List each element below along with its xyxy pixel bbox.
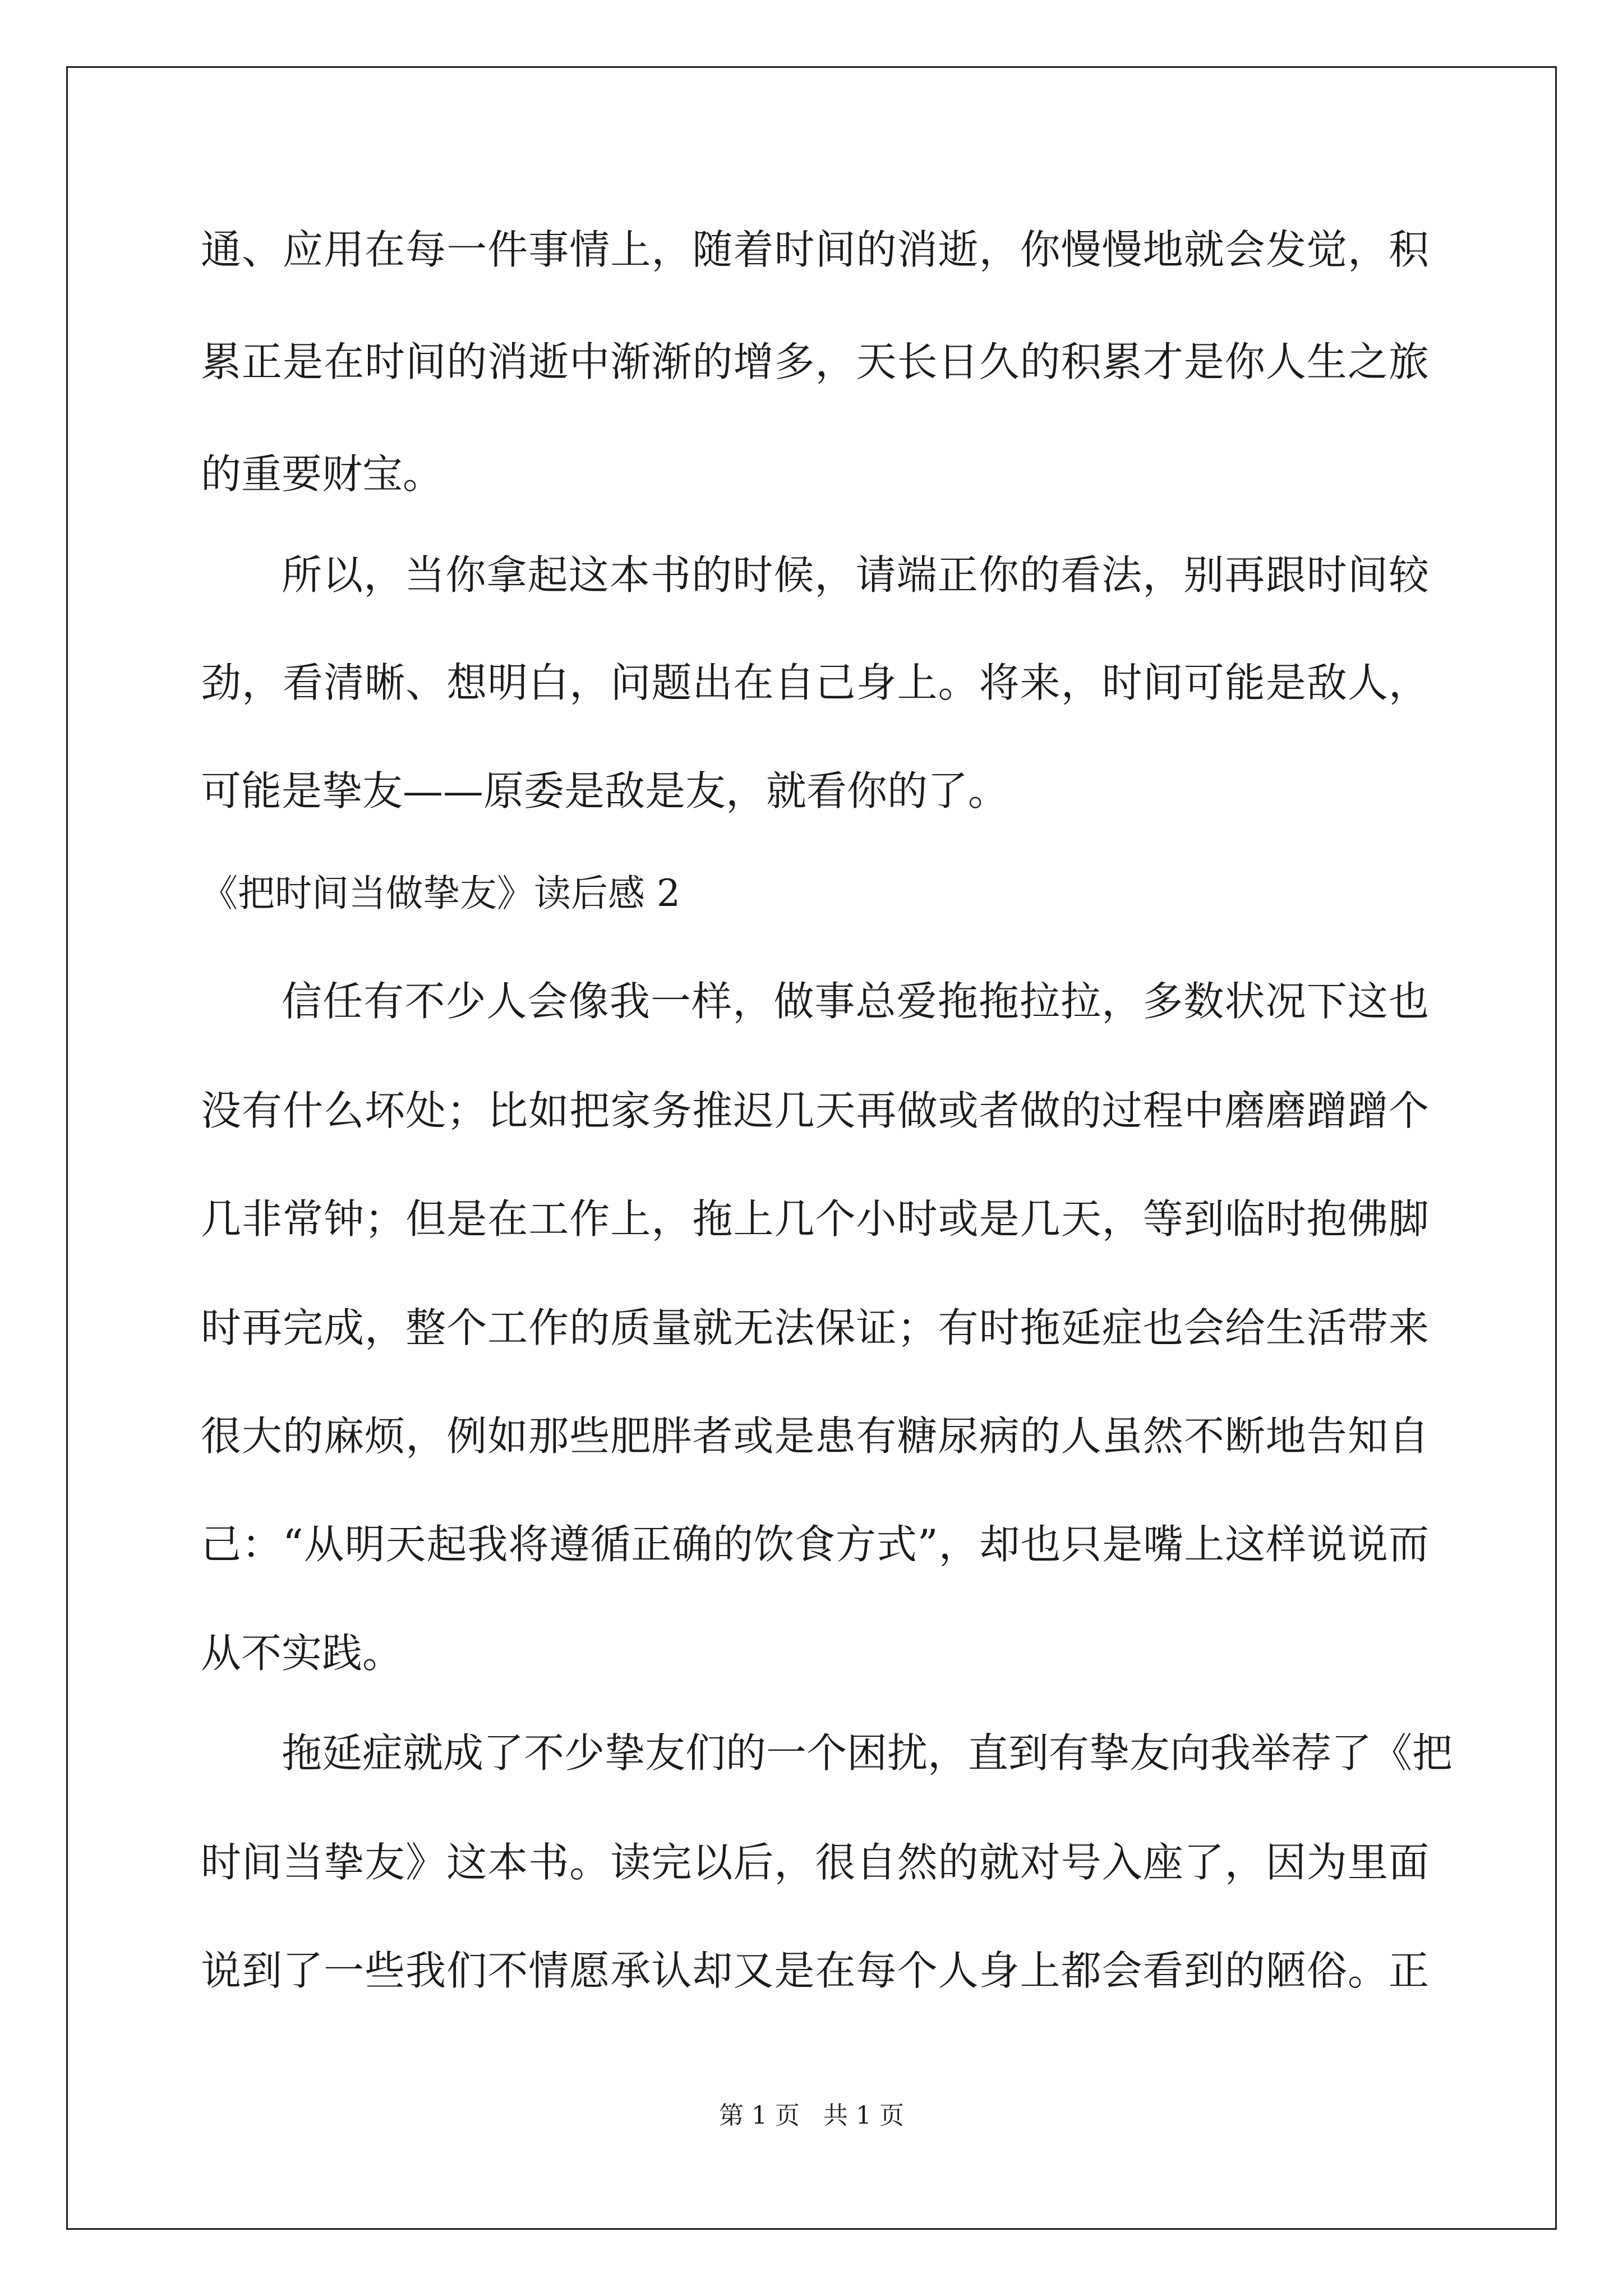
- paragraph-4-line-1: 拖延症就成了不少挚友们的一个困扰，直到有挚友向我举荐了《把: [282, 1729, 1453, 1777]
- paragraph-2-line-2: 劲，看清晰、想明白，问题出在自己身上。将来，时间可能是敌人，: [201, 659, 1429, 706]
- page-border: [66, 66, 1557, 2230]
- paragraph-2-line-3: 可能是挚友——原委是敌是友，就看你的了。: [201, 767, 1009, 815]
- page-footer: 第 1 页 共 1 页: [719, 2101, 904, 2130]
- paragraph-3-line-3: 几非常钟；但是在工作上，拖上几个小时或是几天，等到临时抱佛脚: [201, 1195, 1429, 1243]
- paragraph-1-line-2: 累正是在时间的消逝中渐渐的增多，天长日久的积累才是你人生之旅: [201, 338, 1429, 385]
- section-heading: 《把时间当做挚友》读后感 2: [201, 872, 680, 915]
- paragraph-4-line-3: 说到了一些我们不情愿承认却又是在每个人身上都会看到的陋俗。正: [201, 1947, 1429, 1994]
- paragraph-1-line-1: 通、应用在每一件事情上，随着时间的消逝，你慢慢地就会发觉，积: [201, 226, 1429, 273]
- paragraph-2-line-1: 所以，当你拿起这本书的时候，请端正你的看法，别再跟时间较: [282, 551, 1429, 599]
- paragraph-3-line-7: 从不实践。: [201, 1630, 403, 1677]
- paragraph-3-line-4: 时再完成，整个工作的质量就无法保证；有时拖延症也会给生活带来: [201, 1304, 1429, 1351]
- paragraph-4-line-2: 时间当挚友》这本书。读完以后，很自然的就对号入座了，因为里面: [201, 1839, 1429, 1886]
- paragraph-1-line-3: 的重要财宝。: [201, 450, 444, 498]
- paragraph-3-line-1: 信任有不少人会像我一样，做事总爱拖拖拉拉，多数状况下这也: [282, 978, 1429, 1025]
- paragraph-3-line-2: 没有什么坏处；比如把家务推迟几天再做或者做的过程中磨磨蹭蹭个: [201, 1087, 1429, 1134]
- paragraph-3-line-5: 很大的麻烦，例如那些肥胖者或是患有糖尿病的人虽然不断地告知自: [201, 1412, 1429, 1460]
- paragraph-3-line-6: 己：“从明天起我将遵循正确的饮食方式”，却也只是嘴上这样说说而: [201, 1521, 1429, 1568]
